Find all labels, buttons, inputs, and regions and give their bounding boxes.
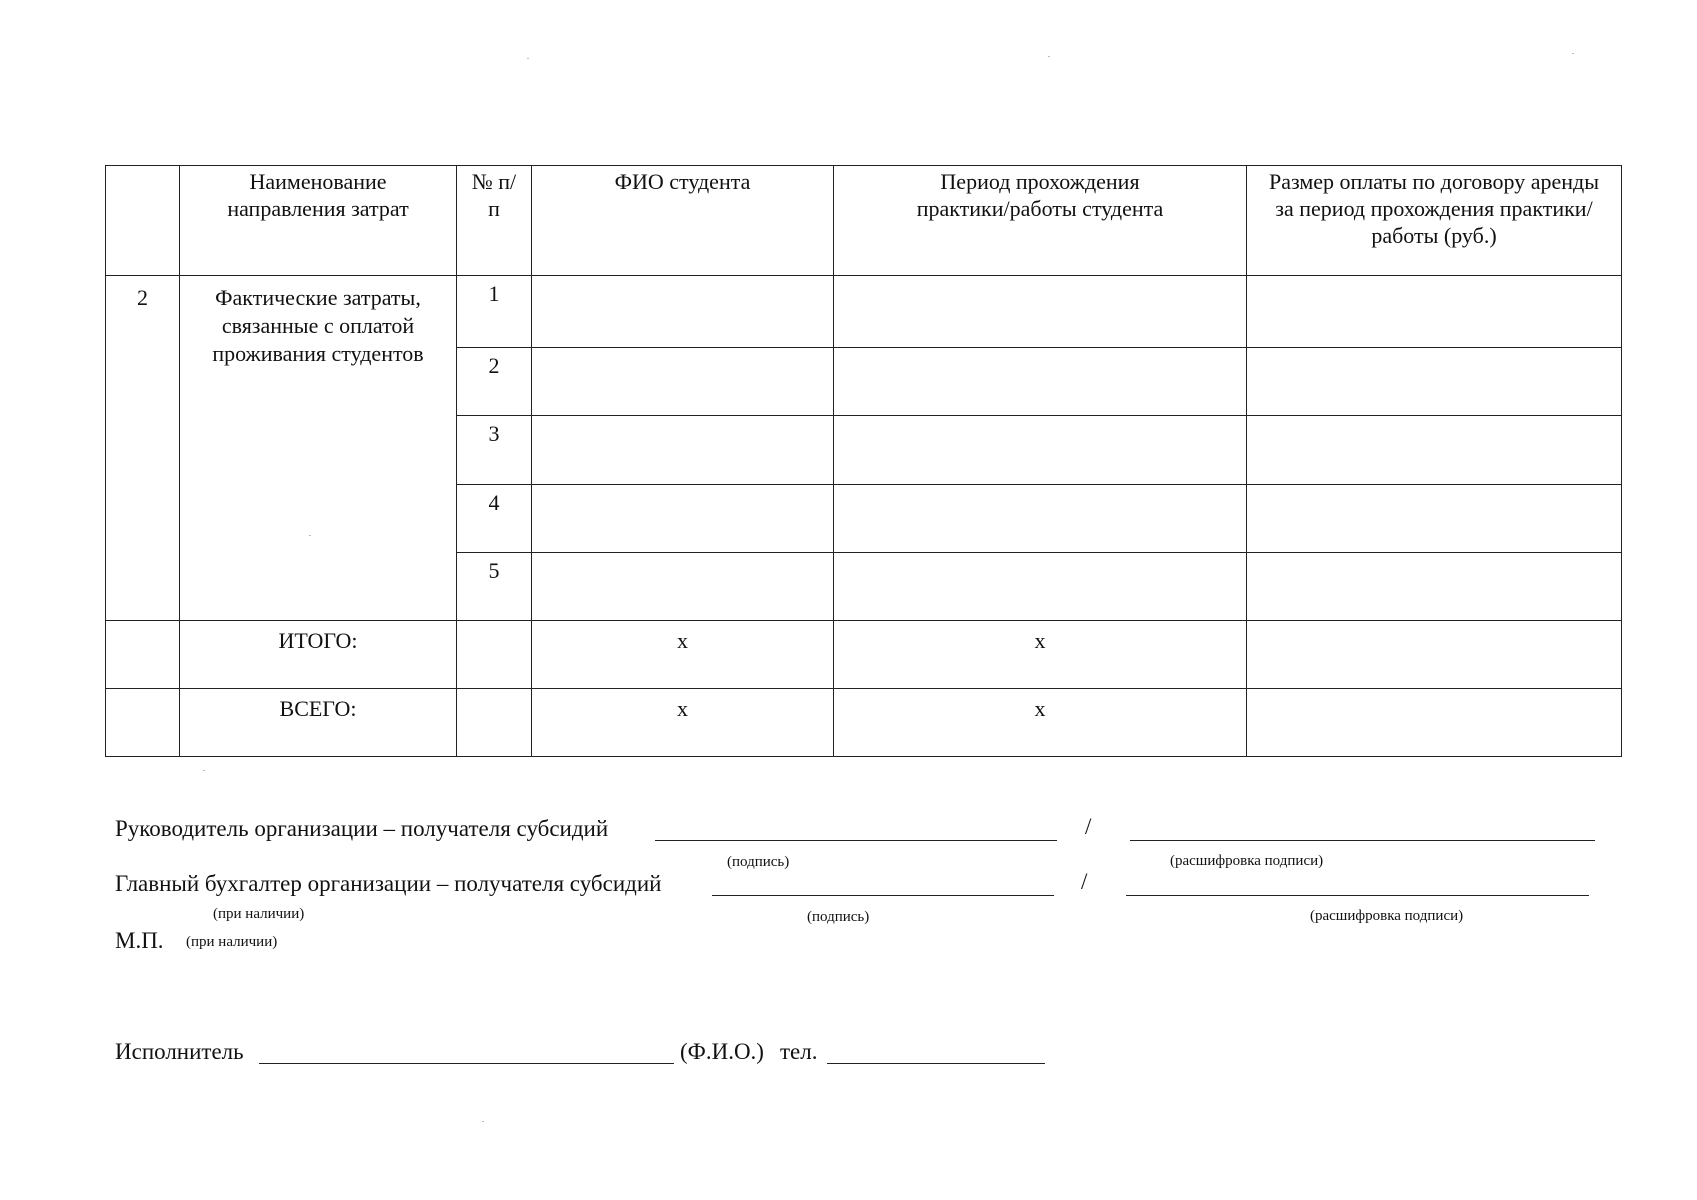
period-cell[interactable] xyxy=(834,552,1247,620)
scan-speck xyxy=(1048,56,1050,57)
student-name-cell[interactable] xyxy=(532,552,834,620)
scan-speck xyxy=(1572,53,1574,54)
scan-speck xyxy=(203,770,205,771)
header-payment: Размер оплаты по договору аренды за период прохождения практики/работы (руб.) xyxy=(1247,166,1622,276)
executor-name-field[interactable] xyxy=(259,1063,674,1064)
grand-total-index-cell xyxy=(106,688,180,756)
header-student-name: ФИО студента xyxy=(532,166,834,276)
grand-total-label: ВСЕГО: xyxy=(180,688,457,756)
grand-total-student-mark: x xyxy=(532,688,834,756)
head-signature-caption: (подпись) xyxy=(727,854,790,870)
table-row xyxy=(106,276,1622,348)
grand-total-period-mark: x xyxy=(834,688,1247,756)
accountant-if-available: (при наличии) xyxy=(213,906,305,922)
accountant-signature-field[interactable] xyxy=(712,895,1054,896)
stamp-label: М.П. xyxy=(115,928,164,953)
accountant-slash: / xyxy=(1081,869,1088,894)
head-signature-field[interactable] xyxy=(655,840,1057,841)
student-name-cell[interactable] xyxy=(532,348,834,416)
header-index-cell xyxy=(106,166,180,276)
head-decoding-field[interactable] xyxy=(1130,840,1595,841)
header-number: № п/п xyxy=(457,166,532,276)
accountant-signature-label: Главный бухгалтер организации – получателя субсидий xyxy=(115,871,662,896)
payment-cell[interactable] xyxy=(1247,276,1622,348)
period-cell[interactable] xyxy=(834,416,1247,484)
total-period-mark: x xyxy=(834,620,1247,688)
total-index-cell xyxy=(106,620,180,688)
total-row xyxy=(106,620,1622,688)
stamp-if-available: (при наличии) xyxy=(186,934,278,950)
payment-cell[interactable] xyxy=(1247,348,1622,416)
period-cell[interactable] xyxy=(834,348,1247,416)
head-decoding-caption: (расшифровка подписи) xyxy=(1170,853,1324,869)
section-index: 2 xyxy=(106,276,180,621)
accountant-decoding-caption: (расшифровка подписи) xyxy=(1310,908,1464,924)
header-period: Период прохождения практики/работы студента xyxy=(834,166,1247,276)
accountant-signature-caption: (подпись) xyxy=(807,909,870,925)
payment-cell[interactable] xyxy=(1247,484,1622,552)
row-number: 4 xyxy=(457,484,532,552)
scan-speck xyxy=(482,1121,484,1122)
executor-label: Исполнитель xyxy=(115,1039,244,1064)
total-label: ИТОГО: xyxy=(180,620,457,688)
fio-label: (Ф.И.О.) xyxy=(680,1039,764,1064)
total-payment-cell[interactable] xyxy=(1247,620,1622,688)
cost-table xyxy=(105,165,1622,757)
grand-total-payment-cell[interactable] xyxy=(1247,688,1622,756)
phone-field[interactable] xyxy=(827,1063,1045,1064)
grand-total-row xyxy=(106,688,1622,756)
student-name-cell[interactable] xyxy=(532,276,834,348)
period-cell[interactable] xyxy=(834,276,1247,348)
scan-speck xyxy=(309,535,311,536)
head-slash: / xyxy=(1085,814,1092,839)
grand-total-number-cell xyxy=(457,688,532,756)
total-student-mark: x xyxy=(532,620,834,688)
payment-cell[interactable] xyxy=(1247,416,1622,484)
period-cell[interactable] xyxy=(834,484,1247,552)
phone-label: тел. xyxy=(780,1039,818,1064)
student-name-cell[interactable] xyxy=(532,484,834,552)
header-cost-name: Наименование направления затрат xyxy=(180,166,457,276)
row-number: 1 xyxy=(457,276,532,348)
table-header-row xyxy=(106,166,1622,276)
payment-cell[interactable] xyxy=(1247,552,1622,620)
section-name: Фактические затраты, связанные с оплатой проживания студентов xyxy=(180,276,457,621)
row-number: 2 xyxy=(457,348,532,416)
row-number: 5 xyxy=(457,552,532,620)
student-name-cell[interactable] xyxy=(532,416,834,484)
total-number-cell xyxy=(457,620,532,688)
scan-speck xyxy=(527,58,529,59)
row-number: 3 xyxy=(457,416,532,484)
accountant-decoding-field[interactable] xyxy=(1126,895,1589,896)
head-signature-label: Руководитель организации – получателя субсидий xyxy=(115,816,609,841)
